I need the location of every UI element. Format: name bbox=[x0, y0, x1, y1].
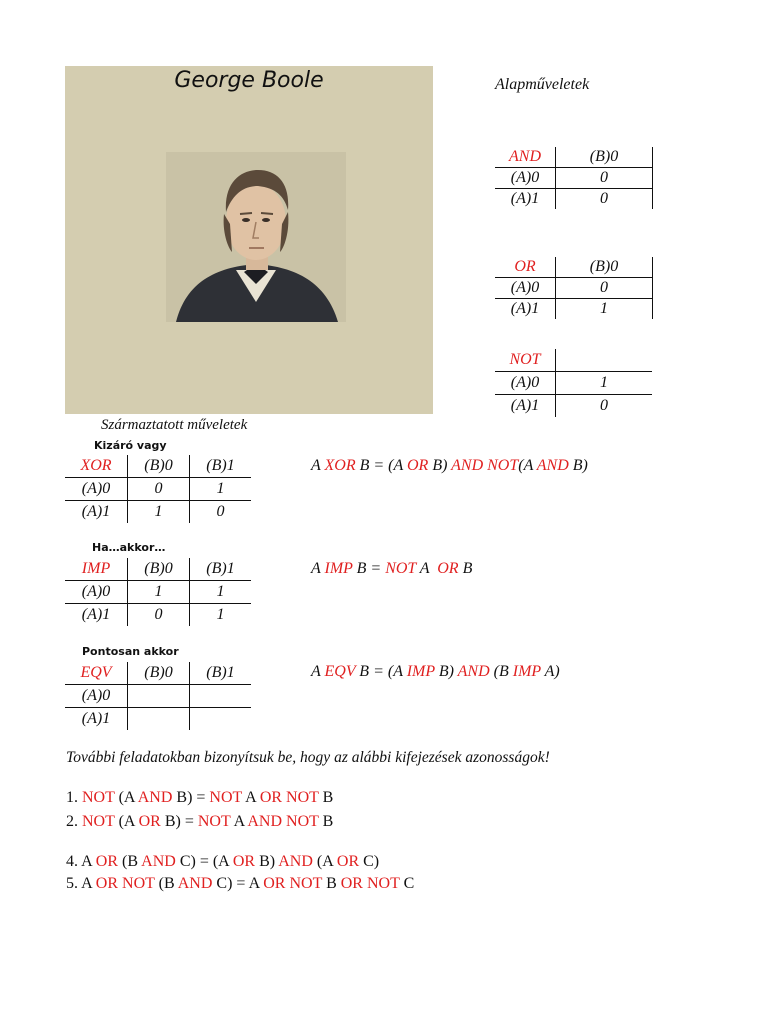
xor-cell: 1 bbox=[190, 478, 252, 501]
not-cell: 1 bbox=[556, 372, 653, 395]
and-truth-table bbox=[495, 147, 653, 209]
or-truth-table bbox=[495, 257, 653, 319]
identity-operator: OR bbox=[95, 853, 119, 870]
formula-text: B = (A bbox=[355, 663, 407, 680]
or-cell: 1 bbox=[556, 299, 653, 320]
identity-operator: OR NOT bbox=[95, 875, 155, 892]
formula-text: B) bbox=[568, 457, 588, 474]
and-row-label: (A)1 bbox=[495, 189, 556, 210]
identity-operator: AND bbox=[177, 875, 213, 892]
eqv-formula bbox=[311, 663, 560, 681]
identity-operator: OR bbox=[232, 853, 256, 870]
identity-operator: OR NOT bbox=[340, 875, 400, 892]
identity-text: B) bbox=[255, 853, 279, 870]
formula-operator: EQV bbox=[324, 663, 356, 680]
imp-truth-table bbox=[65, 558, 251, 626]
formula-operator: AND bbox=[536, 457, 569, 474]
identity-text: A bbox=[242, 789, 260, 806]
identity-operator: AND NOT bbox=[247, 813, 319, 830]
formula-text: B) bbox=[434, 663, 458, 680]
identity-text: B) = bbox=[172, 789, 210, 806]
xor-cell: 0 bbox=[216, 503, 225, 520]
portrait-title: George Boole bbox=[174, 68, 324, 93]
imp-caption: Ha…akkor… bbox=[92, 541, 166, 554]
not-row-label: (A)1 bbox=[495, 395, 556, 418]
and-op-label: AND bbox=[495, 147, 556, 168]
identity-text: C) = (A bbox=[175, 853, 233, 870]
identity-text: C) bbox=[359, 853, 380, 870]
eqv-truth-table bbox=[65, 662, 251, 730]
identity-operator: OR NOT bbox=[259, 789, 319, 806]
identity-text: B bbox=[318, 813, 334, 830]
imp-cell: 1 bbox=[190, 581, 252, 604]
formula-text: A) bbox=[540, 663, 560, 680]
identity-operator: AND bbox=[141, 853, 176, 870]
george-boole-portrait bbox=[166, 152, 346, 322]
and-cell: 0 bbox=[556, 189, 653, 210]
identity-4 bbox=[66, 853, 379, 871]
xor-truth-table bbox=[65, 455, 251, 523]
identity-text: (B bbox=[154, 875, 178, 892]
eqv-op-label: EQV bbox=[65, 662, 128, 685]
identity-text: 2. bbox=[66, 813, 82, 830]
formula-text: B) bbox=[428, 457, 452, 474]
and-cell: 0 bbox=[556, 168, 653, 189]
identity-text: 5. A bbox=[66, 875, 96, 892]
formula-operator: XOR bbox=[324, 457, 356, 474]
eqv-row-label: (A)0 bbox=[65, 685, 128, 708]
eqv-col-header: (B)0 bbox=[128, 662, 190, 685]
imp-col-header: (B)1 bbox=[190, 558, 252, 581]
identity-operator: OR bbox=[138, 813, 161, 830]
xor-row-label: (A)0 bbox=[65, 478, 128, 501]
formula-operator: IMP bbox=[512, 663, 541, 680]
identity-text: A bbox=[230, 813, 248, 830]
xor-caption: Kizáró vagy bbox=[94, 439, 167, 452]
formula-operator: IMP bbox=[406, 663, 435, 680]
imp-cell: 1 bbox=[216, 606, 225, 623]
formula-text: B = bbox=[352, 560, 386, 577]
xor-op-label: XOR bbox=[65, 455, 128, 478]
formula-text: A bbox=[311, 457, 325, 474]
identity-text: (A bbox=[312, 853, 337, 870]
formula-operator: AND NOT bbox=[451, 457, 519, 474]
not-col-header bbox=[556, 349, 653, 372]
formula-text: A bbox=[311, 663, 325, 680]
identity-text: C) = A bbox=[212, 875, 264, 892]
imp-cell: 1 bbox=[128, 581, 190, 604]
formula-text: (B bbox=[489, 663, 513, 680]
xor-col-header: (B)0 bbox=[128, 455, 190, 478]
imp-col-header: (B)0 bbox=[128, 558, 190, 581]
not-cell: 0 bbox=[600, 397, 608, 414]
identity-operator: OR bbox=[336, 853, 360, 870]
eqv-cell bbox=[128, 708, 190, 731]
identity-text: (B bbox=[118, 853, 142, 870]
identity-text: (A bbox=[114, 789, 138, 806]
or-op-label: OR bbox=[495, 257, 556, 278]
imp-cell: 0 bbox=[128, 604, 190, 627]
identity-operator: NOT bbox=[82, 813, 115, 830]
formula-operator: NOT bbox=[385, 560, 417, 577]
identity-text: 1. bbox=[66, 789, 82, 806]
or-col-header: (B)0 bbox=[556, 257, 653, 278]
eqv-cell bbox=[190, 685, 252, 708]
identity-text: 4. A bbox=[66, 853, 96, 870]
identity-2 bbox=[66, 813, 333, 831]
or-cell: 0 bbox=[556, 278, 653, 299]
formula-operator: AND bbox=[457, 663, 490, 680]
formula-text: B = (A bbox=[355, 457, 407, 474]
task-statement: További feladatokban bizonyítsuk be, hogy az alábbi kifejezések azonosságok! bbox=[66, 749, 550, 766]
formula-text: A bbox=[311, 560, 325, 577]
imp-formula bbox=[311, 560, 472, 578]
xor-cell: 0 bbox=[128, 478, 190, 501]
xor-col-header: (B)1 bbox=[190, 455, 252, 478]
identity-operator: NOT bbox=[82, 789, 115, 806]
eqv-caption: Pontosan akkor bbox=[82, 645, 179, 658]
identity-operator: AND bbox=[278, 853, 313, 870]
identity-operator: NOT bbox=[197, 813, 231, 830]
identity-operator: OR NOT bbox=[263, 875, 323, 892]
identity-text: B bbox=[318, 789, 334, 806]
identity-operator: NOT bbox=[209, 789, 243, 806]
and-row-label: (A)0 bbox=[495, 168, 556, 189]
formula-text: A bbox=[416, 560, 438, 577]
eqv-cell bbox=[190, 708, 252, 731]
identity-text: (A bbox=[114, 813, 139, 830]
eqv-cell bbox=[128, 685, 190, 708]
eqv-col-header: (B)1 bbox=[190, 662, 252, 685]
identity-1 bbox=[66, 789, 333, 807]
identity-5 bbox=[66, 875, 414, 893]
xor-row-label: (A)1 bbox=[65, 501, 128, 524]
and-col-header: (B)0 bbox=[556, 147, 653, 168]
not-truth-table bbox=[495, 349, 652, 417]
imp-op-label: IMP bbox=[65, 558, 128, 581]
not-op-label: NOT bbox=[495, 349, 556, 372]
portrait-panel bbox=[65, 66, 433, 414]
formula-operator: IMP bbox=[324, 560, 353, 577]
not-row-label: (A)0 bbox=[495, 372, 556, 395]
identity-text: B) = bbox=[160, 813, 198, 830]
basic-operations-heading: Alapműveletek bbox=[495, 76, 590, 93]
eqv-row-label: (A)1 bbox=[65, 708, 128, 731]
xor-formula bbox=[311, 457, 588, 475]
derived-operations-heading: Származtatott műveletek bbox=[101, 417, 248, 433]
or-row-label: (A)0 bbox=[495, 278, 556, 299]
imp-row-label: (A)0 bbox=[65, 581, 128, 604]
formula-operator: OR bbox=[406, 457, 429, 474]
identity-operator: AND bbox=[137, 789, 173, 806]
formula-text: B bbox=[458, 560, 473, 577]
xor-cell: 1 bbox=[128, 501, 190, 524]
formula-text: (A bbox=[518, 457, 537, 474]
imp-row-label: (A)1 bbox=[65, 604, 128, 627]
formula-operator: OR bbox=[437, 560, 459, 577]
identity-text: B bbox=[322, 875, 341, 892]
identity-text: C bbox=[399, 875, 415, 892]
or-row-label: (A)1 bbox=[495, 299, 556, 320]
